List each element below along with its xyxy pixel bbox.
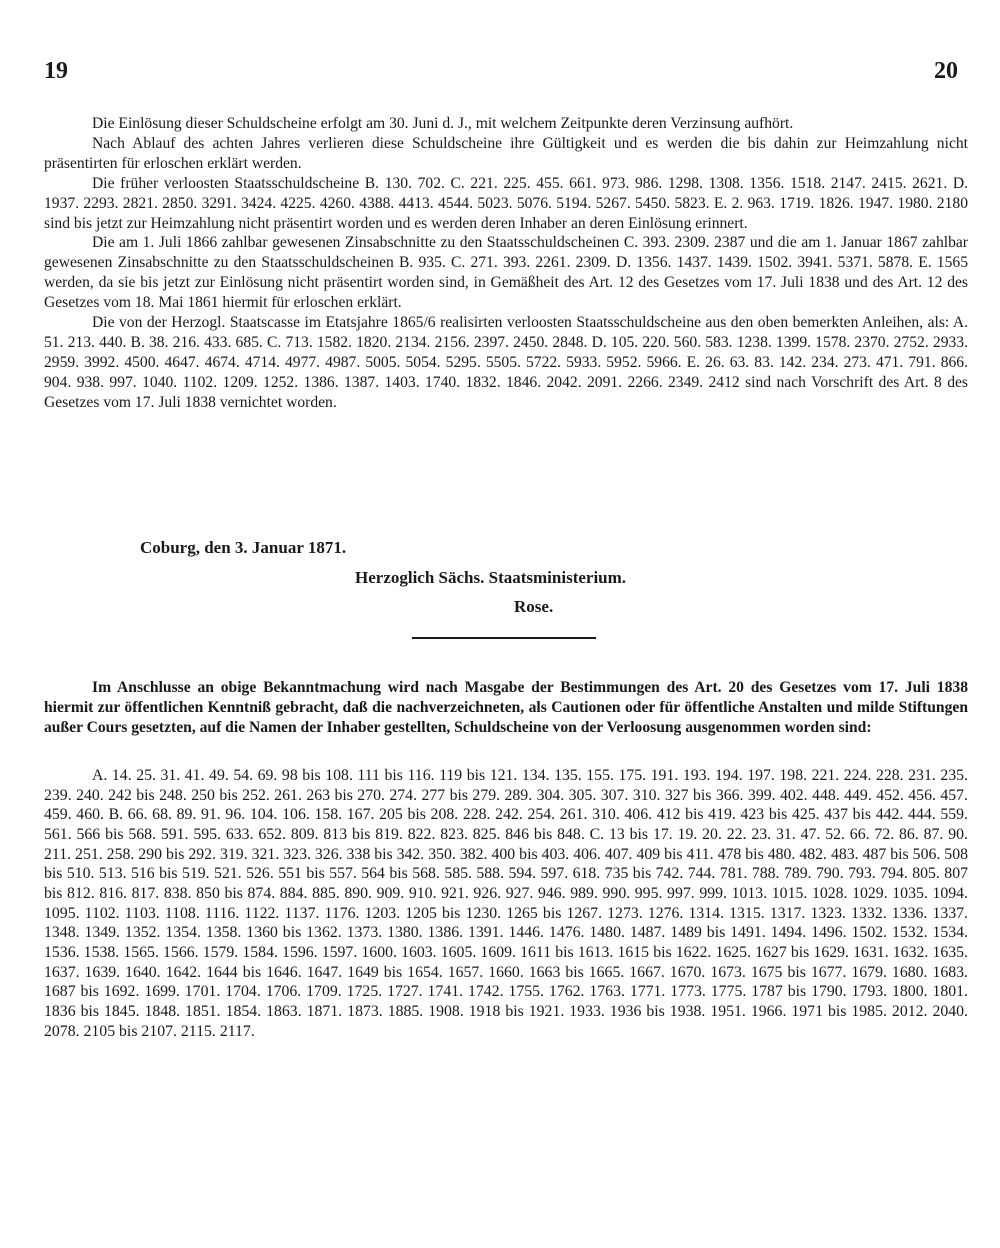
issuing-authority: Herzoglich Sächs. Staatsministerium.: [355, 568, 627, 587]
main-text: [44, 114, 968, 413]
separator-rule: [412, 637, 596, 639]
annex-intro: [44, 678, 968, 739]
paragraph-interest-coupons: Die am 1. Juli 1866 zahlbar gewesenen Zinsabschnitte zu den Staatsschuldscheinen C. 393. 2309. 2387 und die am 1. Januar 1867 zahlbar gewesenen Zinsabschnitte zu den Staatsschuldscheinen B. 935. C. 271. 393. 2261. 2309. D. 1356. 1437. 1439. 1502. 3941. 5371. 5878. E. 1565 werden, da sie bis jetzt zur Einlösung nicht präsentirt worden sind, in Gemäßheit des Art. 12 des Gesetzes vom 17. Juli 1838 und des Art. 12 des Gesetzes vom 18. Mai 1861 hiermit für erloschen erklärt.: [44, 234, 968, 312]
exempted-bonds-text: A. 14. 25. 31. 41. 49. 54. 69. 98 bis 108. 111 bis 116. 119 bis 121. 134. 135. 155. 175. 191. 193. 194. 197. 198. 221. 224. 228. 231. 235. 239. 240. 242 bis 248. 250 bis 252. 261. 263 bis 270. 274. 277 bis 279. 289. 304. 305. 307. 310. 327 bis 366. 399. 402. 448. 449. 452. 456. 457. 459. 460. B. 66. 68. 89. 91. 96. 104. 106. 158. 167. 205 bis 208. 228. 242. 254. 261. 310. 406. 412 bis 419. 423 bis 425. 437 bis 442. 444. 559. 561. 566 bis 568. 591. 595. 633. 652. 809. 813 bis 819. 822. 823. 825. 846 bis 848. C. 13 bis 17. 19. 20. 22. 23. 31. 47. 52. 66. 72. 86. 87. 90. 211. 251. 258. 290 bis 292. 319. 321. 323. 326. 338 bis 342. 350. 382. 400 bis 403. 406. 407. 409 bis 411. 478 bis 480. 482. 483. 487 bis 506. 508 bis 510. 513. 516 bis 519. 521. 526. 551 bis 557. 564 bis 568. 585. 588. 594. 597. 618. 735 bis 742. 744. 781. 788. 789. 790. 793. 794. 805. 807 bis 812. 816. 817. 838. 850 bis 874. 884. 885. 890. 909. 910. 921. 926. 927. 946. 989. 990. 995. 997. 999. 1013. 1015. 1028. 1029. 1035. 1094. 1095. 1102. 1103. 1108. 1116. 1122. 1137. 1176. 1203. 1205 bis 1230. 1265 bis 1267. 1273. 1276. 1314. 1315. 1317. 1323. 1332. 1336. 1337. 1348. 1349. 1352. 1354. 1358. 1360 bis 1362. 1373. 1380. 1386. 1391. 1446. 1476. 1480. 1487. 1489 bis 1491. 1494. 1496. 1502. 1532. 1534. 1536. 1538. 1565. 1566. 1579. 1584. 1596. 1597. 1600. 1603. 1605. 1609. 1611 bis 1613. 1615 bis 1622. 1625. 1627 bis 1629. 1631. 1632. 1635. 1637. 1639. 1640. 1642. 1644 bis 1646. 1647. 1649 bis 1654. 1657. 1660. 1663 bis 1665. 1667. 1670. 1673. 1675 bis 1677. 1679. 1680. 1683. 1687 bis 1692. 1699. 1701. 1704. 1706. 1709. 1725. 1727. 1741. 1742. 1755. 1762. 1763. 1771. 1773. 1775. 1787 bis 1790. 1793. 1800. 1801. 1836 bis 1845. 1848. 1851. 1854. 1863. 1871. 1873. 1885. 1908. 1918 bis 1921. 1933. 1936 bis 1938. 1951. 1966. 1971 bis 1985. 2012. 2040. 2078. 2105 bis 2107. 2115. 2117.: [44, 767, 968, 1040]
annex-intro-text: Im Anschlusse an obige Bekanntmachung wird nach Masgabe der Bestimmungen des Art. 20 des Gesetzes vom 17. Juli 1838 hiermit zur öffentlichen Kenntniß gebracht, daß die nachverzeichneten, als Cautionen oder für öffentliche Anstalten und milde Stiftungen außer Cours gesetzten, auf die Namen der Inhaber gestellten, Schuldscheine von der Verloosung ausgenommen worden sind:: [44, 679, 968, 737]
place-date: Coburg, den 3. Januar 1871.: [140, 538, 347, 557]
paragraph-redemption: Die Einlösung dieser Schuldscheine erfolgt am 30. Juni d. J., mit welchem Zeitpunkte deren Verzinsung aufhört.: [92, 115, 794, 132]
page-number-right: 20: [934, 58, 958, 84]
paragraph-expiry: Nach Ablauf des achten Jahres verlieren diese Schuldscheine ihre Gültigkeit und es werden die bis dahin zur Heimzahlung nicht präsentirten für erloschen erklärt werden.: [44, 134, 968, 172]
paragraph-destroyed-bonds: Die von der Herzogl. Staatscasse im Etatsjahre 1865/6 realisirten verloosten Staatsschuldscheine aus den oben bemerkten Anleihen, als: A. 51. 213. 440. B. 38. 216. 433. 685. C. 713. 1582. 1820. 2134. 2156. 2397. 2450. 2848. D. 105. 220. 560. 583. 1238. 1399. 1578. 2370. 2752. 2933. 2959. 3992. 4500. 4647. 4674. 4714. 4977. 4987. 5005. 5054. 5295. 5505. 5722. 5933. 5952. 5966. E. 26. 63. 83. 142. 234. 273. 471. 791. 866. 904. 938. 997. 1040. 1102. 1209. 1252. 1386. 1387. 1403. 1740. 1832. 1846. 2042. 2091. 2266. 2349. 2412 sind nach Vorschrift des Art. 8 des Gesetzes vom 17. Juli 1838 vernichtet worden.: [44, 314, 968, 411]
exempted-bonds-list: [44, 766, 968, 1041]
page-number-left: 19: [44, 58, 68, 84]
paragraph-unredeemed-bonds: Die früher verloosten Staatsschuldscheine B. 130. 702. C. 221. 225. 455. 661. 973. 986. 1298. 1308. 1356. 1518. 2147. 2415. 2621. D. 1937. 2293. 2821. 2850. 3291. 3424. 4225. 4260. 4388. 4413. 4544. 5023. 5076. 5194. 5267. 5450. 5823. E. 2. 963. 1719. 1826. 1947. 1980. 2180 sind bis jetzt zur Heimzahlung nicht präsentirt worden und es werden deren Inhaber an deren Einlösung erinnert.: [44, 174, 968, 232]
signature: Rose.: [514, 597, 554, 616]
